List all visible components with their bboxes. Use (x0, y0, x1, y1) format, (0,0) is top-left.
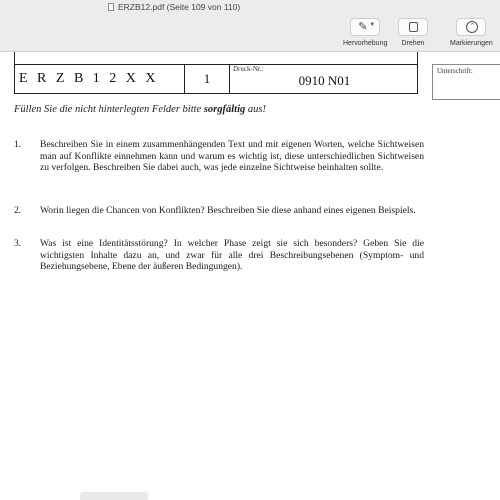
question-number: 2. (14, 205, 22, 216)
window-title (108, 2, 240, 12)
highlighter-pen-icon: ✎ (358, 21, 368, 33)
rotate-icon (409, 22, 418, 32)
instruction-suffix: aus! (245, 104, 266, 115)
signature-label: Unterschrift: (437, 67, 473, 75)
signature-field (432, 64, 500, 100)
bottom-panel-tab[interactable] (80, 492, 148, 500)
window-toolbar (0, 0, 500, 52)
markup-tool[interactable] (450, 18, 493, 47)
instruction-emphasis: sorgfältig (203, 104, 246, 115)
print-number-cell (230, 64, 419, 93)
chevron-down-icon[interactable]: ▼ (369, 22, 376, 28)
question-item (14, 139, 424, 174)
question-number: 3. (14, 238, 22, 249)
form-upper-frame (14, 52, 418, 64)
window-title-text: ERZB12.pdf (Seite 109 von 110) (118, 2, 241, 12)
pdf-page (0, 52, 500, 500)
markup-label: Markierungen (450, 40, 493, 47)
question-text: Worin liegen die Chancen von Konflikten? Beschreiben Sie diese anhand eines eigenen Beispiels. (40, 205, 416, 216)
course-code-cell: E R Z B 1 2 X X (15, 64, 185, 93)
highlight-button[interactable] (350, 18, 380, 36)
markup-button[interactable] (456, 18, 486, 36)
form-instruction (14, 104, 266, 115)
question-text: Beschreiben Sie in einem zusammenhängenden Text und mit eigenen Worten, welche Sichtweisen man auf Konflikte einnehmen kann und warum es wichtig ist, diese unterschiedlichen Sichtweisen zu verfolgen. Beschreiben Sie dabei auch, was jede einzelne Sichtweise beinhalten sollte. (40, 139, 424, 174)
print-number-label: Druck-Nr.: (233, 65, 264, 73)
print-number-value: 0910 N01 (298, 73, 351, 88)
markup-icon: ⌃ (466, 21, 478, 33)
question-item (14, 238, 424, 273)
rotate-button[interactable] (398, 18, 428, 36)
question-text: Was ist eine Identitätsstörung? In welcher Phase zeigt sie sich besonders? Geben Sie die wichtigsten Inhalte dazu an, und zwar für alle drei Beschreibungsebenen (Symptom- und Beziehungsebene, Ebene der äußeren Bedingungen). (40, 238, 424, 273)
rotate-label: Drehen (401, 40, 425, 47)
pdf-document-icon (108, 3, 114, 11)
highlight-tool[interactable] (343, 18, 387, 47)
instruction-prefix: Füllen Sie die nicht hinterlegten Felder bitte (14, 104, 204, 115)
question-number: 1. (14, 139, 22, 150)
question-item (14, 205, 424, 217)
assignment-number-cell: 1 (185, 64, 230, 93)
highlight-label: Hervorhebung (343, 40, 388, 47)
rotate-tool[interactable] (398, 18, 428, 47)
form-table (14, 64, 418, 94)
